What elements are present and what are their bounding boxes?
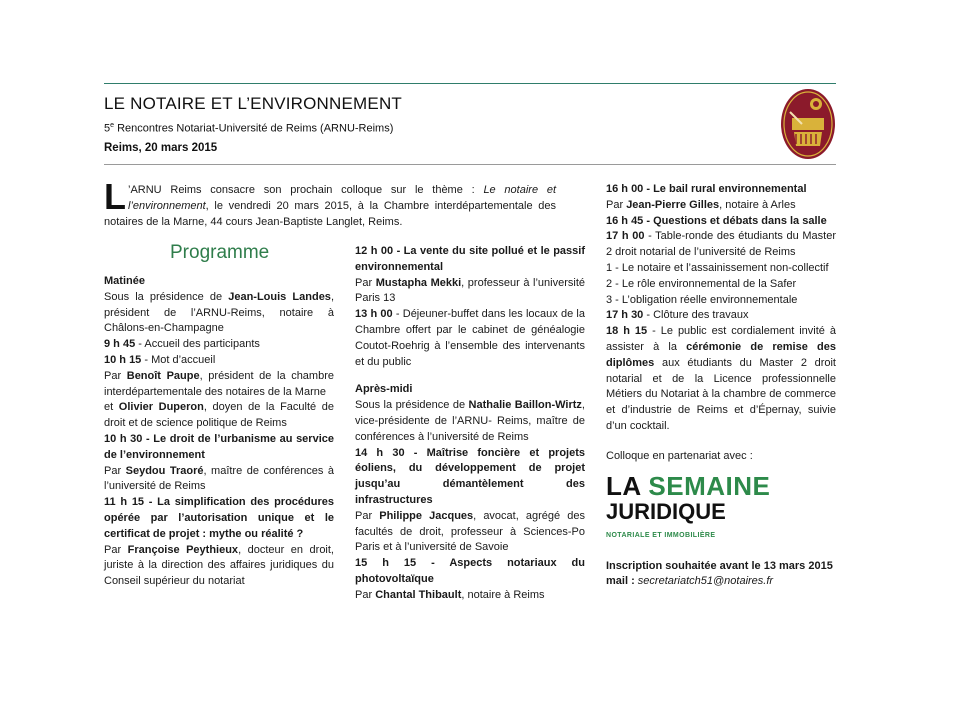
session-title: 15 h 15 - Aspects notariaux du photovoltaïque — [355, 557, 585, 585]
list-item: 3 - L’obligation réelle environnementale — [606, 293, 798, 306]
top-rule — [104, 83, 836, 84]
session-title: 14 h 30 - Maîtrise foncière et projets éoliens, du développement de projet jusqu’au démantèlement des infrastructures — [355, 446, 585, 506]
semaine-juridique-logo: LA SEMAINE JURIDIQUE NOTARIALE ET IMMOBILIÈRE — [606, 470, 771, 539]
speaker-line: Par Chantal Thibault, notaire à Reims — [355, 588, 545, 601]
speaker-line: Par Françoise Peythieux, docteur en droit, juriste à la direction des affaires juridiques du Conseil supérieur du notariat — [104, 543, 334, 588]
subtitle: 5e Rencontres Notariat-Université de Reims (ARNU-Reims) — [104, 122, 394, 135]
presidency-afternoon: Sous la présidence de Nathalie Baillon-Wirtz, vice-présidente de l’ARNU- Reims, maître de conférences à l’université de Reims — [355, 399, 585, 443]
session-item: 9 h 45 - Accueil des participants — [104, 338, 260, 351]
notary-seal-logo — [780, 88, 836, 160]
partner-label: Colloque en partenariat avec : — [606, 449, 753, 462]
session-title: 12 h 00 - La vente du site pollué et le passif environnemental — [355, 245, 585, 273]
speaker-line: et Olivier Duperon, doyen de la Faculté de droit et de science politique de Reims — [104, 401, 334, 430]
speaker-line: Par Mustapha Mekki, professeur à l’université Paris 13 — [355, 276, 585, 305]
session-item: 17 h 30 - Clôture des travaux — [606, 309, 749, 322]
mail-line: mail : secretariatch51@notaires.fr — [606, 575, 774, 588]
program-column-3 — [606, 182, 836, 590]
session-title: 16 h 45 - Questions et débats dans la salle — [606, 214, 827, 227]
program-column-2 — [355, 244, 585, 604]
speaker-line: Par Philippe Jacques, avocat, agrégé des facultés de droit, professeur à Sciences-Po Paris et à l’université de Savoie — [355, 509, 585, 554]
page-title: LE NOTAIRE ET L’ENVIRONNEMENT — [104, 94, 403, 113]
session-item: 17 h 00 - Table-ronde des étudiants du Master 2 droit notarial de l’université de Reims — [606, 230, 836, 259]
email-link[interactable]: secretariatch51@notaires.fr — [637, 575, 774, 588]
list-item: 2 - Le rôle environnemental de la Safer — [606, 277, 797, 290]
presidency-morning: Sous la présidence de Jean-Louis Landes, président de l’ARNU-Reims, notaire à Châlons-en-Champagne — [104, 290, 334, 335]
middle-rule — [104, 164, 836, 165]
place-date: Reims, 20 mars 2015 — [104, 142, 218, 154]
session-title: 11 h 15 - La simplification des procédures opérée par l’autorisation unique et le certificat de projet : mythe ou réalité ? — [104, 496, 334, 540]
speaker-line: Par Jean-Pierre Gilles, notaire à Arles — [606, 198, 796, 211]
intro-paragraph: L ’ARNU Reims consacre son prochain colloque sur le thème : Le notaire et l’environnement, le vendredi 20 mars 2015, à la Chambre interdépartementale des notaires de la Marne, 44 cours Jean-Baptiste Langlet, Reims. — [104, 176, 557, 228]
session-title: 16 h 00 - Le bail rural environnemental — [606, 183, 807, 195]
apres-midi-heading: Après-midi — [355, 383, 413, 396]
session-title: 10 h 30 - Le droit de l’urbanisme au service de l’environnement — [104, 432, 334, 461]
session-item: 10 h 15 - Mot d’accueil — [104, 353, 216, 366]
speaker-line: Par Seydou Traoré, maître de conférences à l’université de Reims — [104, 464, 334, 493]
programme-heading: Programme — [170, 242, 270, 263]
session-item: 13 h 00 - Déjeuner-buffet dans les locaux de la Chambre offert par le cabinet de généalogie Coutot-Roehrig à l’ensemble des intervenants et du public — [355, 308, 585, 368]
drop-cap: L — [104, 176, 126, 217]
inscription-note: Inscription souhaitée avant le 13 mars 2015 — [606, 559, 833, 572]
list-item: 1 - Le notaire et l’assainissement non-collectif — [606, 261, 829, 274]
program-column-1 — [104, 242, 334, 590]
matinee-heading: Matinée — [104, 275, 145, 287]
session-item: 18 h 15 - Le public est cordialement invité à assister à la cérémonie de remise des diplômes aux étudiants du Master 2 droit notarial et de la Licence professionnelle Métiers du Notariat à la chambre de commerce et d’industrie de Reims et d’Épernay, suivie d’un cocktail. — [606, 325, 836, 432]
speaker-line: Par Benoît Paupe, président de la chambre interdépartementale des notaires de la Marne — [104, 369, 334, 398]
